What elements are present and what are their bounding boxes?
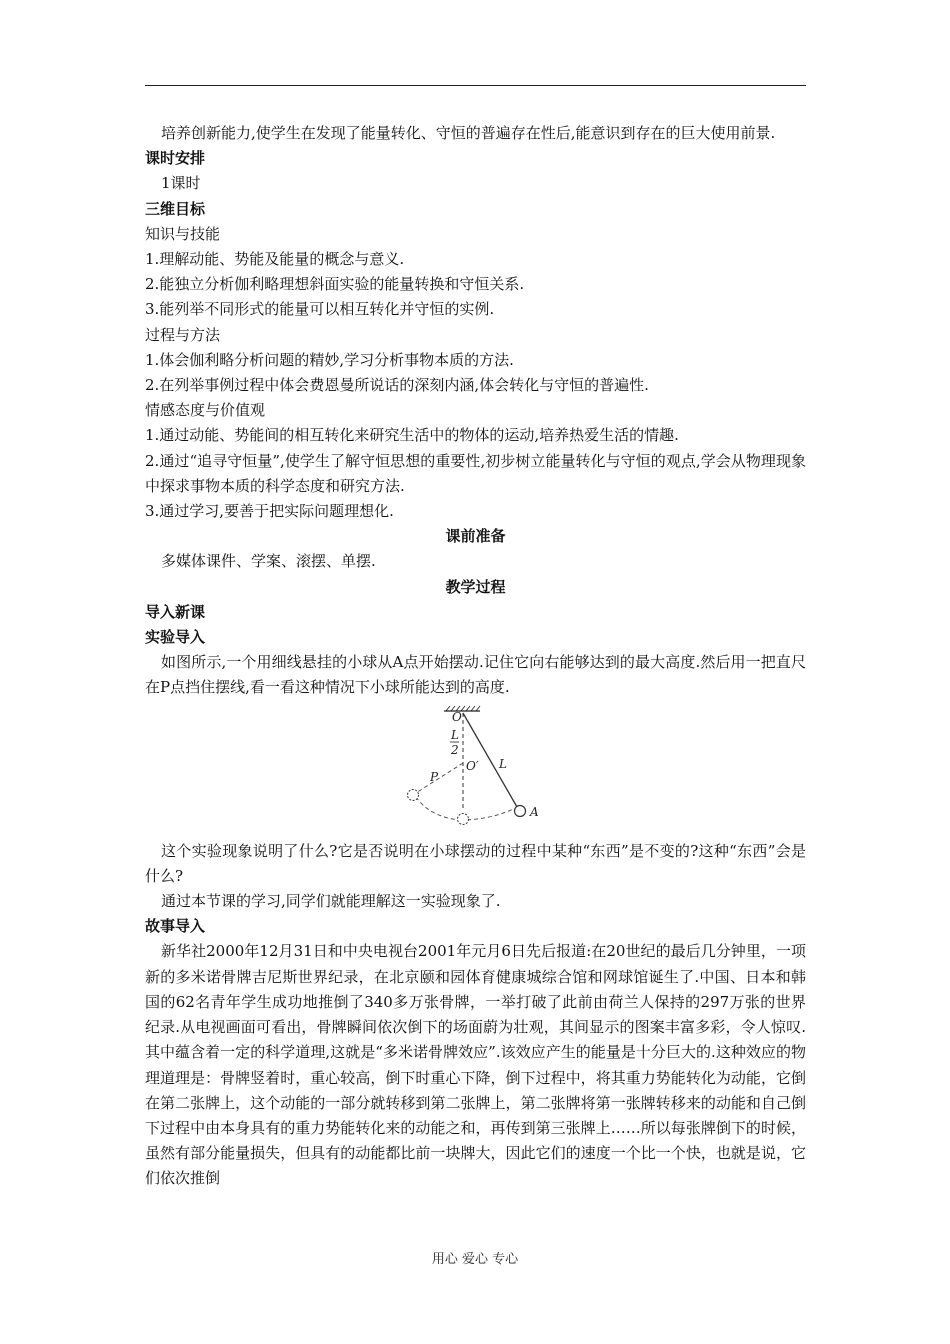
short-string-dashed (416, 763, 463, 793)
label-half-num: L (451, 727, 459, 742)
prep-heading: 课前准备 (445, 527, 506, 546)
label-o: O (452, 709, 462, 724)
knowledge-title: 知识与技能 (145, 224, 221, 243)
process-section-heading: 教学过程 (445, 577, 506, 596)
knowledge-item: 2.能独立分析伽利略理想斜面实验的能量转换和守恒关系. (145, 275, 525, 294)
ball-left-position (408, 789, 419, 800)
attitude-item: 1.通过动能、势能间的相互转化来研究生活中的物体的运动,培养热爱生活的情趣. (145, 426, 679, 445)
attitude-item: 3.通过学习,要善于把实际问题理想化. (145, 502, 394, 521)
experiment-heading: 实验导入 (145, 628, 206, 647)
swing-arc-left (416, 797, 460, 820)
story-text: 新华社2000年12月31日和中央电视台2001年元月6日先后报道:在20世纪的最后几分钟里，一项新的多米诺骨牌吉尼斯世界纪录，在北京颐和园体育健康城综合馆和网球馆诞生了.中国、日本和韩国的62名青年学生成功地推倒了340多万张骨牌，一举打破了此前由荷兰人保持的297万张的世界纪录.从电视画面可看出，骨牌瞬间依次倒下的场面蔚为壮观，其间显示的图案丰富多彩，令人惊叹.其中蕴含着一定的科学道理,这就是“多米诺骨牌效应”.该效应产生的能量是十分巨大的.这种效应的物理道理是：骨牌竖着时，重心较高，倒下时重心下降，倒下过程中，将其重力势能转化为动能，它倒在第二张牌上，这个动能的一部分就转移到第二张牌上，第二张牌将第一张牌转移来的动能和自己倒下过程中由本身具有的重力势能转化来的动能之和，再传到第三张牌上……所以每张牌倒下的时候，虽然有部分能量损失，但具有的动能都比前一块牌大，因此它们的速度一个比一个快，也就是说，它们依次推倒 (145, 942, 806, 1188)
attitude-title: 情感态度与价值观 (145, 401, 266, 420)
story-heading: 故事导入 (145, 917, 206, 936)
swing-arc-right (467, 809, 513, 820)
label-o-prime: O′ (466, 758, 479, 773)
label-p: P (430, 769, 439, 784)
label-half-den: 2 (451, 742, 459, 757)
label-a: A (530, 804, 539, 819)
document-body (145, 121, 806, 1192)
process-item: 2.在列举事例过程中体会费恩曼所说话的深刻内涵,体会转化与守恒的普遍性. (145, 376, 649, 395)
experiment-question: 这个实验现象说明了什么?它是否说明在小球摆动的过程中某种“东西”是不变的?这种“东西”会是什么? (145, 841, 806, 885)
prep-text: 多媒体课件、学案、滚摆、单摆. (161, 552, 376, 571)
experiment-text: 如图所示,一个用细线悬挂的小球从A点开始摆动.记住它向右能够达到的最大高度.然后用一把直尺在P点挡住摆线,看一看这种情况下小球所能达到的高度. (145, 653, 806, 697)
schedule-heading: 课时安排 (145, 149, 206, 168)
attitude-item: 2.通过“追寻守恒量”,使学生了解守恒思想的重要性,初步树立能量转化与守恒的观点,学会从物理现象中探求事物本质的科学态度和研究方法. (145, 451, 806, 495)
knowledge-item: 1.理解动能、势能及能量的概念与意义. (145, 250, 405, 269)
page-footer: 用心 爱心 专心 (431, 1252, 519, 1267)
experiment-conclusion: 通过本节课的学习,同学们就能理解这一实验现象了. (161, 892, 501, 911)
ball-bottom-position (458, 813, 469, 824)
new-lesson-heading: 导入新课 (145, 602, 206, 621)
pendulum-diagram (400, 705, 560, 829)
process-item: 1.体会伽利略分析问题的精妙,学习分析事物本质的方法. (145, 350, 514, 369)
pendulum-figure (145, 705, 806, 833)
process-title: 过程与方法 (145, 325, 221, 344)
intro-paragraph: 培养创新能力,使学生在发现了能量转化、守恒的普遍存在性后,能意识到存在的巨大使用前景. (161, 124, 776, 142)
schedule-text: 1课时 (161, 174, 201, 193)
header-rule (145, 85, 806, 86)
ball-a (515, 805, 526, 816)
label-l: L (499, 756, 507, 771)
objectives-heading: 三维目标 (145, 199, 206, 218)
knowledge-item: 3.能列举不同形式的能量可以相互转化并守恒的实例. (145, 300, 495, 319)
